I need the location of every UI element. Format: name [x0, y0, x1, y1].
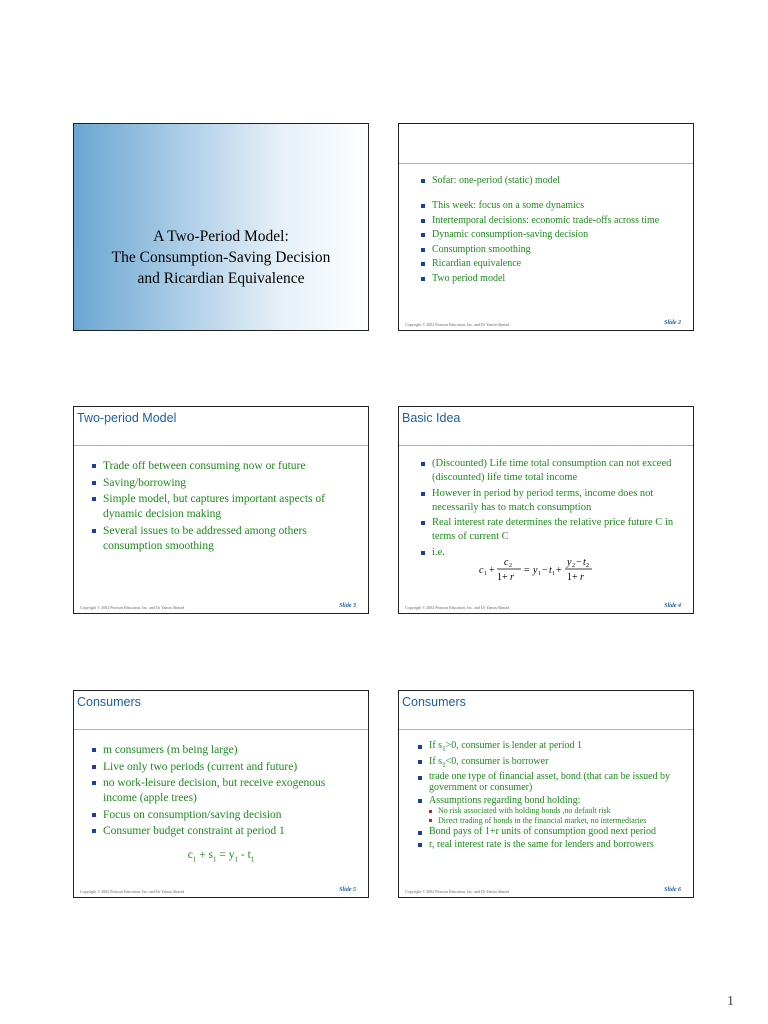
list-item [418, 757, 684, 771]
page-number: 1 [727, 994, 734, 1009]
slide-number-label: Slide 5 [339, 887, 356, 893]
svg-text:+: + [556, 565, 562, 576]
assumptions-label: Assumptions regarding bond holding: [429, 794, 581, 806]
list-item: i.e. [421, 546, 683, 560]
list-item: Real interest rate determines the relative price future C in terms of current C [421, 516, 683, 544]
title-line-3: and Ricardian Equivalence [137, 270, 305, 287]
slide-heading: Basic Idea [402, 411, 461, 425]
slide-heading: Consumers [402, 695, 466, 709]
svg-text:c: c [479, 565, 484, 576]
copyright-text: Copyright © 2002 Pearson Education, Inc. and Dr Yamin Ahmad [80, 889, 185, 894]
header-rule [399, 163, 693, 164]
slide-number-label: Slide 6 [664, 887, 681, 893]
svg-text:2: 2 [509, 563, 512, 569]
slide-5 [73, 690, 369, 898]
copyright-text: Copyright © 2002 Pearson Education, Inc. and Dr Yamin Ahmad [405, 889, 510, 894]
svg-text:y: y [567, 557, 572, 568]
slide-number-label: Slide 4 [664, 603, 681, 609]
svg-text:+: + [489, 565, 495, 576]
list-item: no work-leisure decision, but receive exogenous income (apple trees) [92, 776, 352, 806]
svg-text:r: r [510, 572, 514, 583]
slide-2-bullets [421, 175, 689, 287]
svg-text:c: c [504, 557, 509, 568]
list-item: Ricardian equivalence [421, 258, 689, 269]
list-item: Two period model [421, 273, 689, 284]
slide-3 [73, 406, 369, 614]
slide-2 [398, 123, 694, 331]
slide-1 [73, 123, 369, 331]
slide-number-label: Slide 3 [339, 603, 356, 609]
subscript: 1 [442, 760, 446, 769]
slide-heading: Consumers [77, 695, 141, 709]
svg-text:1: 1 [538, 571, 541, 577]
svg-text:=: = [524, 565, 530, 576]
list-item: Consumer budget constraint at period 1 [92, 824, 352, 839]
svg-text:y: y [533, 565, 538, 576]
slide-4-bullets [421, 457, 683, 561]
budget-equation [479, 555, 611, 585]
budget-constraint-equation: $c_1 + s_1 = y_1 - t_1$ [187, 849, 255, 864]
list-item: Saving/borrowing [92, 476, 352, 491]
list-item: Dynamic consumption-saving decision [421, 229, 689, 240]
svg-text:2: 2 [586, 563, 589, 569]
list-item: Simple model, but captures important aspects of dynamic decision making [92, 492, 352, 522]
list-item: r, real interest rate is the same for lenders and borrowers [418, 840, 684, 851]
list-item: However in period by period terms, income does not necessarily has to match consumption [421, 487, 683, 515]
svg-text:1+: 1+ [497, 572, 508, 583]
subscript: 1 [442, 745, 446, 753]
b1-post: <0, consumer is borrower [445, 755, 549, 767]
slide-number-label: Slide 2 [664, 320, 681, 326]
svg-text:−: − [542, 565, 548, 576]
slide-1-title [74, 226, 368, 289]
sub-list-item: No risk associated with holding bonds ,no default risk [429, 807, 684, 816]
title-line-2: The Consumption-Saving Decision [111, 249, 331, 266]
slide-5-bullets [92, 743, 352, 841]
list-item: (Discounted) Life time total consumption can not exceed (discounted) life time total income [421, 457, 683, 485]
list-item: Focus on consumption/saving decision [92, 808, 352, 823]
list-item: Consumption smoothing [421, 244, 689, 255]
list-item: Bond pays of 1+r units of consumption good next period [418, 827, 684, 838]
svg-text:t: t [549, 565, 552, 576]
list-item: Intertemporal decisions: economic trade-offs across time [421, 215, 689, 226]
svg-text:r: r [580, 572, 584, 583]
copyright-text: Copyright © 2002 Pearson Education, Inc. and Dr Yamin Ahmad [80, 605, 185, 610]
header-rule [74, 445, 368, 446]
header-rule [74, 729, 368, 730]
svg-text:2: 2 [572, 563, 575, 569]
slide-6 [398, 690, 694, 898]
slide-4 [398, 406, 694, 614]
svg-text:1+: 1+ [567, 572, 578, 583]
copyright-text: Copyright © 2002 Pearson Education, Inc. and Dr Yamin Ahmad [405, 605, 510, 610]
svg-text:−: − [576, 557, 582, 568]
list-item [418, 796, 684, 826]
svg-text:1: 1 [552, 571, 555, 577]
header-rule [399, 445, 693, 446]
slide-heading: Two-period Model [77, 411, 177, 425]
list-item: This week: focus on a some dynamics [421, 200, 689, 211]
list-item: Trade off between consuming now or future [92, 459, 352, 474]
list-item: Live only two periods (current and future) [92, 760, 352, 775]
copyright-text: Copyright © 2002 Pearson Education, Inc. and Dr Yamin Ahmad [405, 322, 510, 327]
slide-3-bullets [92, 459, 352, 555]
title-line-1: A Two-Period Model: [153, 228, 289, 245]
list-item: Several issues to be addressed among others consumption smoothing [92, 524, 352, 554]
sub-bullets [429, 807, 684, 825]
list-item [418, 741, 684, 755]
header-rule [399, 729, 693, 730]
b1-pre: If s [429, 755, 443, 767]
list-item: m consumers (m being large) [92, 743, 352, 758]
svg-text:1: 1 [484, 571, 487, 577]
b0-post: >0, consumer is lender at period 1 [445, 740, 582, 751]
b0-pre: If s [429, 740, 443, 751]
slide-6-bullets [418, 741, 684, 853]
sub-list-item: Direct trading of bonds in the financial market, no intermediaries [429, 817, 684, 826]
svg-text:t: t [583, 557, 586, 568]
list-item: trade one type of financial asset, bond (that can be issued by government or consumer) [418, 772, 684, 793]
list-item: Sofar: one-period (static) model [421, 175, 689, 186]
